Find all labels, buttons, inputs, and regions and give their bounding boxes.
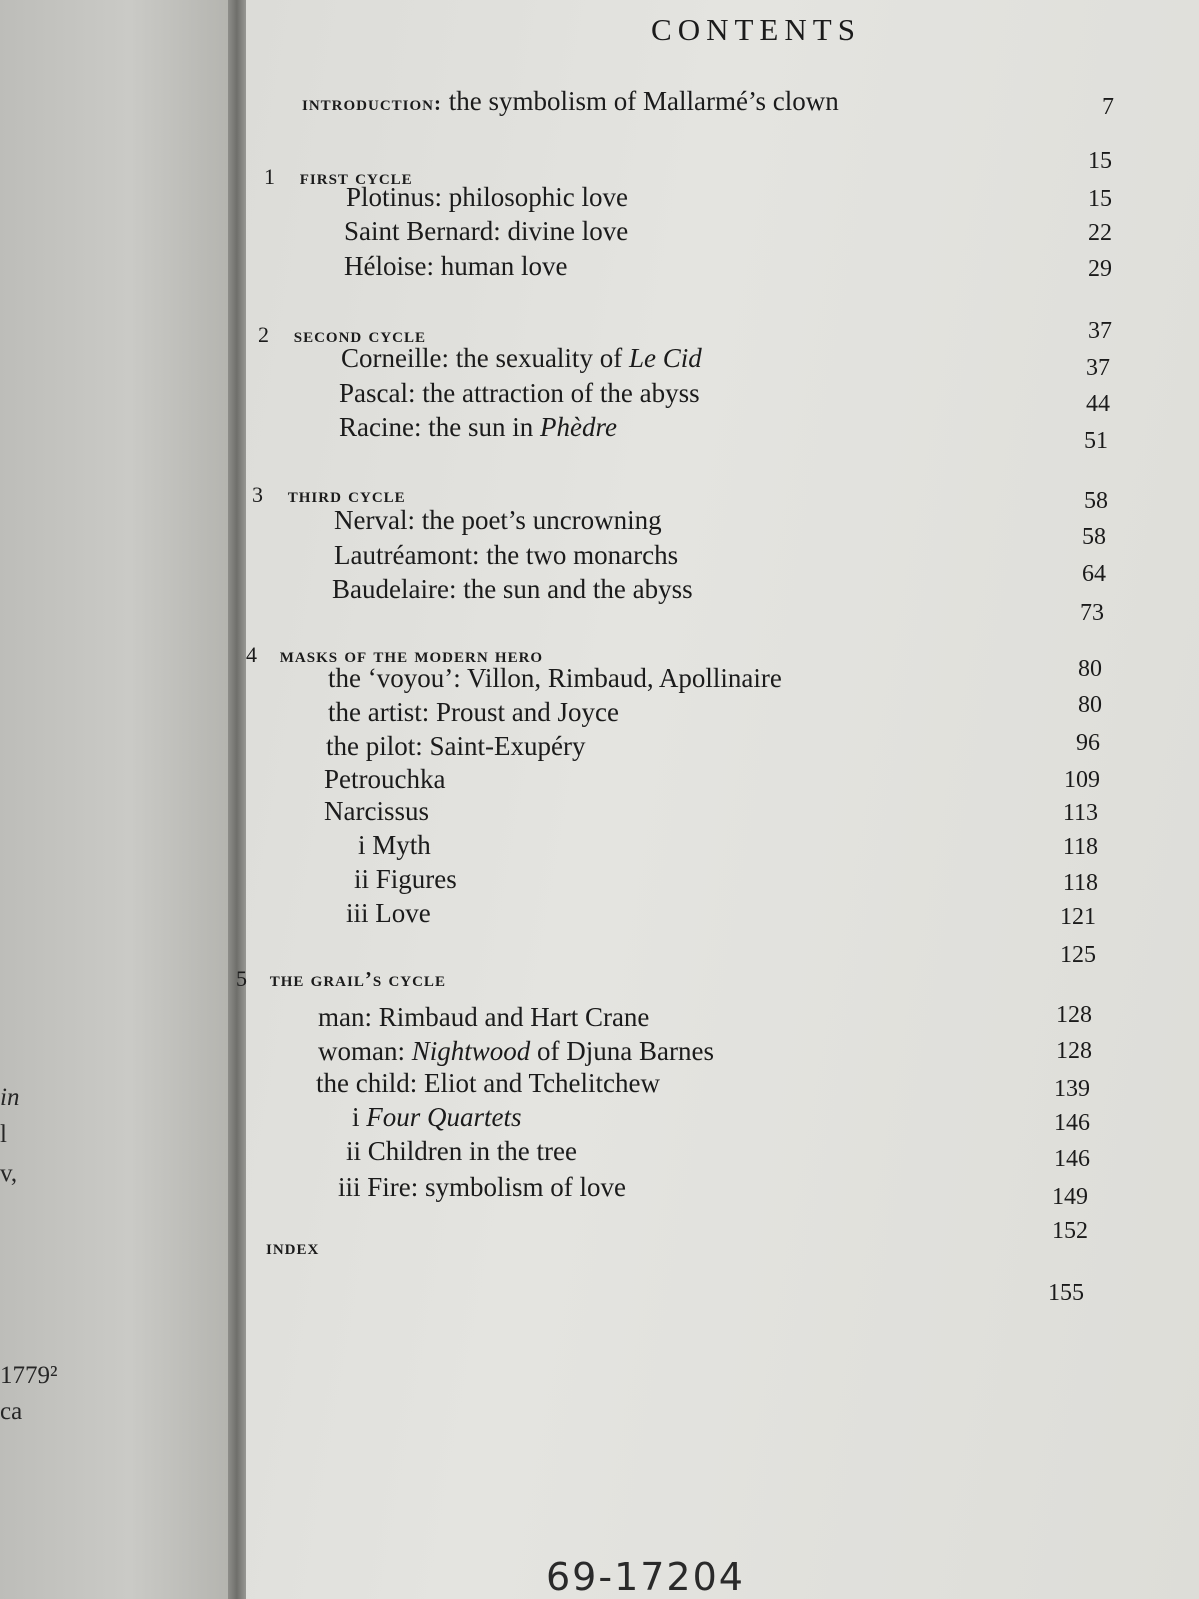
left-page-fragment: in bbox=[0, 1084, 20, 1111]
entry-page: 51 bbox=[1084, 428, 1108, 454]
entry-page: 73 bbox=[1080, 600, 1104, 626]
chapter-page: 37 bbox=[1088, 318, 1112, 344]
intro-entry bbox=[302, 86, 839, 117]
toc-entry: Plotinus: philosophic love bbox=[346, 182, 629, 212]
entry-page: 22 bbox=[1088, 220, 1112, 246]
toc-entry bbox=[339, 412, 617, 443]
toc-entry: Lautréamont: the two monarchs bbox=[334, 540, 679, 570]
entry-page: 15 bbox=[1088, 186, 1112, 212]
chapter-title: the grail’s cycle bbox=[269, 967, 446, 991]
entry-text: Racine: the sun in bbox=[339, 412, 540, 442]
chapter-title: masks of the modern hero bbox=[279, 643, 544, 667]
toc-entry: the child: Eliot and Tchelitchew bbox=[316, 1068, 661, 1098]
entry-page: 146 bbox=[1054, 1110, 1090, 1136]
chapter-title: third cycle bbox=[287, 483, 406, 507]
toc-subentry: iii Fire: symbolism of love bbox=[338, 1172, 626, 1202]
left-page-fragment: l bbox=[0, 1121, 7, 1148]
toc-subentry: iii Love bbox=[346, 898, 431, 928]
entry-text: woman: bbox=[318, 1036, 412, 1066]
chapter-title: second cycle bbox=[293, 323, 427, 347]
chapter-heading bbox=[236, 962, 446, 993]
toc-entry: Pascal: the attraction of the abyss bbox=[339, 378, 700, 408]
left-page-fragment: 1779² bbox=[0, 1362, 58, 1389]
entry-page: 128 bbox=[1056, 1038, 1092, 1064]
entry-page: 149 bbox=[1052, 1184, 1088, 1210]
toc-subentry: i Myth bbox=[358, 830, 431, 860]
entry-page: 58 bbox=[1082, 524, 1106, 550]
entry-page: 139 bbox=[1054, 1076, 1090, 1102]
toc-entry: man: Rimbaud and Hart Crane bbox=[318, 1002, 650, 1032]
toc-entry: the ‘voyou’: Villon, Rimbaud, Apollinaire bbox=[328, 663, 782, 693]
entry-page: 152 bbox=[1052, 1218, 1088, 1244]
entry-italic-title: Four Quartets bbox=[366, 1102, 522, 1132]
intro-page: 7 bbox=[1102, 94, 1114, 120]
entry-page: 121 bbox=[1060, 904, 1096, 930]
left-page-fragment: v, bbox=[0, 1160, 18, 1187]
chapter-page: 128 bbox=[1056, 1002, 1092, 1028]
entry-italic-title: Nightwood bbox=[411, 1036, 531, 1066]
toc-entry: Saint Bernard: divine love bbox=[344, 216, 629, 246]
catalog-stamp: 69-17204 bbox=[546, 1555, 745, 1599]
chapter-page: 58 bbox=[1084, 488, 1108, 514]
index-entry bbox=[266, 1230, 319, 1261]
entry-page: 29 bbox=[1088, 256, 1112, 282]
entry-page: 109 bbox=[1064, 767, 1100, 793]
entry-page: 44 bbox=[1086, 391, 1110, 417]
chapter-number: 3 bbox=[252, 482, 263, 507]
toc-entry: Baudelaire: the sun and the abyss bbox=[332, 574, 693, 604]
left-page-fragment: ca bbox=[0, 1398, 23, 1425]
entry-page: 96 bbox=[1076, 730, 1100, 756]
chapter-title: first cycle bbox=[299, 165, 413, 189]
entry-text-after: of Djuna Barnes bbox=[530, 1036, 714, 1066]
contents-page bbox=[236, 0, 1199, 1599]
entry-page: 64 bbox=[1082, 561, 1106, 587]
chapter-number: 2 bbox=[258, 322, 269, 347]
chapter-number: 1 bbox=[264, 164, 275, 189]
page-title: CONTENTS bbox=[651, 12, 861, 47]
toc-subentry bbox=[352, 1102, 522, 1133]
entry-italic-title: Phèdre bbox=[539, 412, 617, 442]
entry-page: 125 bbox=[1060, 942, 1096, 968]
entry-italic-title: Le Cid bbox=[628, 343, 702, 373]
entry-page: 146 bbox=[1054, 1146, 1090, 1172]
toc-entry: Nerval: the poet’s uncrowning bbox=[334, 505, 662, 535]
chapter-number: 5 bbox=[236, 966, 247, 991]
toc-subentry: ii Children in the tree bbox=[346, 1136, 577, 1166]
entry-page: 80 bbox=[1078, 692, 1102, 718]
entry-page: 118 bbox=[1062, 870, 1098, 896]
toc-entry bbox=[341, 343, 702, 374]
toc-entry: Petrouchka bbox=[324, 764, 446, 794]
left-page bbox=[0, 0, 236, 1599]
index-label: index bbox=[266, 1235, 320, 1259]
chapter-page: 80 bbox=[1078, 656, 1102, 682]
entry-page: 113 bbox=[1062, 800, 1098, 826]
entry-text: Corneille: the sexuality of bbox=[341, 343, 629, 373]
entry-page: 37 bbox=[1086, 355, 1110, 381]
toc-subentry: ii Figures bbox=[354, 864, 457, 894]
entry-page: 118 bbox=[1062, 834, 1098, 860]
chapter-page: 15 bbox=[1088, 148, 1112, 174]
toc-entry: Narcissus bbox=[324, 796, 429, 826]
toc-entry bbox=[318, 1036, 714, 1067]
toc-entry: the pilot: Saint-Exupéry bbox=[326, 731, 586, 761]
entry-text: i bbox=[352, 1102, 367, 1132]
toc-entry: the artist: Proust and Joyce bbox=[328, 697, 619, 727]
intro-text: the symbolism of Mallarmé’s clown bbox=[442, 86, 839, 116]
chapter-number: 4 bbox=[246, 642, 257, 667]
toc-entry: Héloise: human love bbox=[344, 251, 568, 281]
index-page: 155 bbox=[1048, 1280, 1084, 1306]
intro-label: introduction: bbox=[302, 91, 443, 115]
